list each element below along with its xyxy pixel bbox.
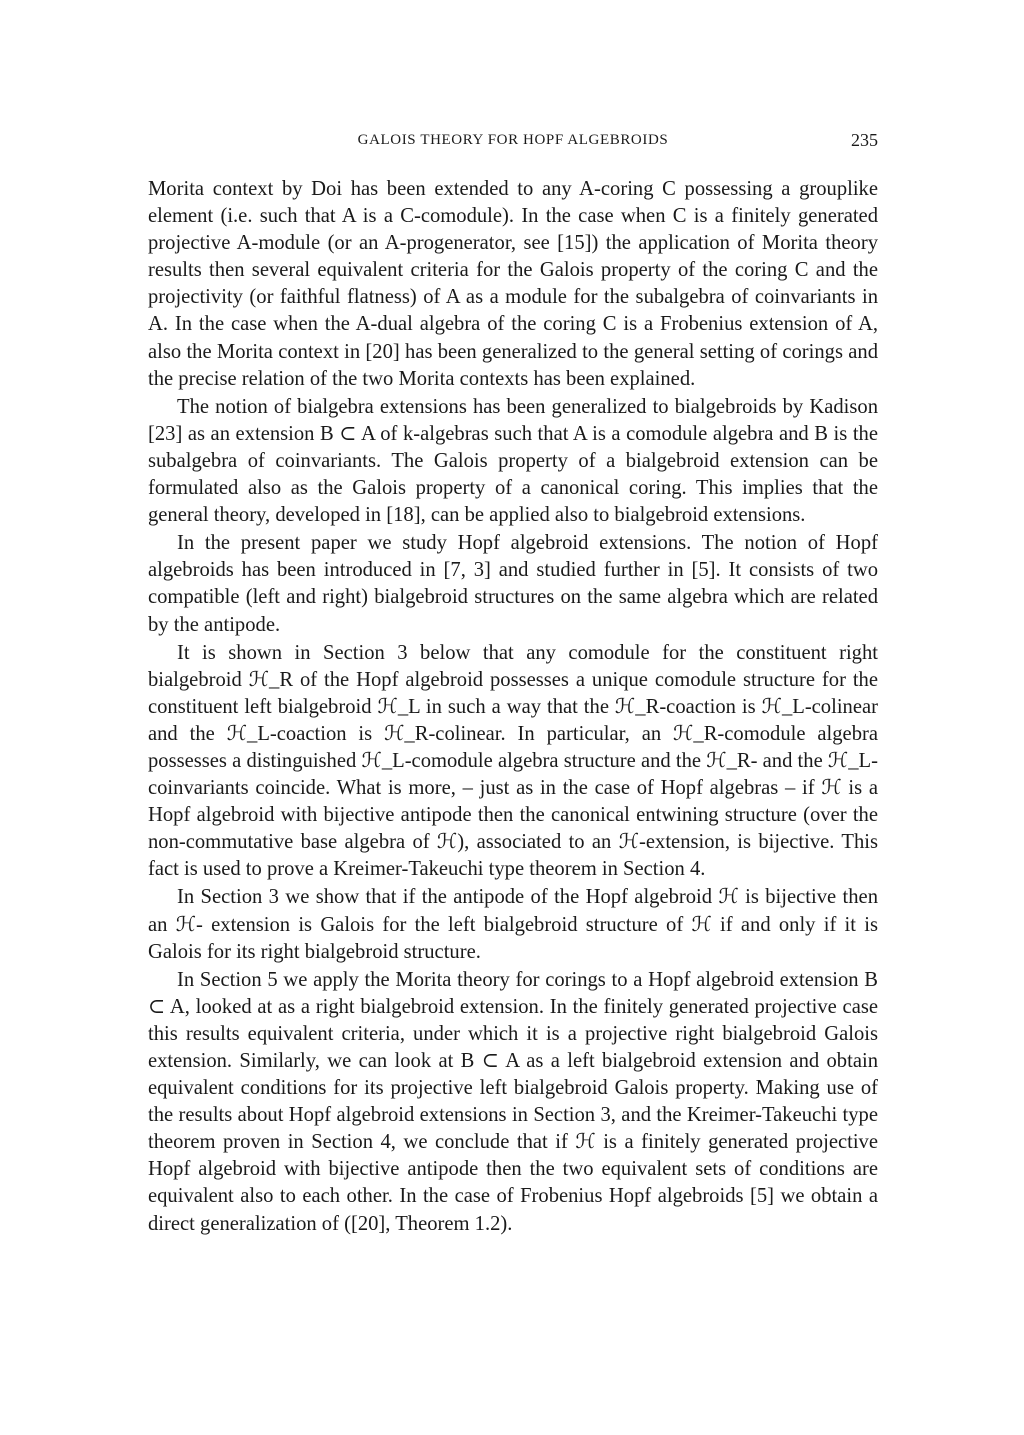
paragraph-morita-context: Morita context by Doi has been extended to any A-coring C possessing a grouplike element (i.e. such that A is a C-comodule). In the case when C is a finitely generated projective A-module (or an A-progenerator, see [15]) the application of Morita theory results then several equivalent criteria for the Galois property of the coring C and the projectivity (or faithful flatness) of A as a module for the subalgebra of coinvariants in A. In the case when the A-dual algebra of the coring C is a Frobenius extension of A, also the Morita context in [20] has been generalized to the general setting of corings and the precise relation of the two Morita contexts has been explained. — [148, 178, 878, 390]
paragraph-bialgebra-extensions: The notion of bialgebra extensions has been generalized to bialgebroids by Kadison [23] as an extension B ⊂ A of k-algebras such that A is a comodule algebra and B is the subalgebra of coinvariants. The Galois property of a bialgebroid extension can be formulated also as the Galois property of a canonical coring. This implies that the general theory, developed in [18], can be applied also to bialgebroid extensions. — [148, 395, 878, 527]
paragraph-section-3-antipode: In Section 3 we show that if the antipode of the Hopf algebroid ℋ is bijective then an ℋ- extension is Galois for the left bialgebroid structure of ℋ if and only if it is Galois for its right bialgebroid structure. — [148, 886, 878, 963]
paragraph-present-paper: In the present paper we study Hopf algebroid extensions. The notion of Hopf algebroids has been introduced in [7, 3] and studied further in [5]. It consists of two compatible (left and right) bialgebroid structures on the same algebra which are related by the antipode. — [148, 532, 878, 636]
paper-page — [148, 124, 878, 1238]
paragraph-section-3-comodules: It is shown in Section 3 below that any comodule for the constituent right bialgebroid ℋ_R of the Hopf algebroid possesses a unique comodule structure for the constituent left bialgebroid ℋ_L in such a way that the ℋ_R-coaction is ℋ_L-colinear and the ℋ_L-coaction is ℋ_R-colinear. In particular, an ℋ_R-comodule algebra possesses a distinguished ℋ_L-comodule algebra structure and the ℋ_R- and the ℋ_L-coinvariants coincide. What is more, – just as in the case of Hopf algebras – if ℋ is a Hopf algebroid with bijective antipode then the canonical entwining structure (over the non-commutative base algebra of ℋ), associated to an ℋ-extension, is bijective. This fact is used to prove a Kreimer-Takeuchi type theorem in Section 4. — [148, 641, 878, 881]
running-title: GALOIS THEORY FOR HOPF ALGEBROIDS — [357, 132, 669, 148]
page-number: 235 — [851, 130, 878, 150]
paragraph-section-5-morita: In Section 5 we apply the Morita theory for corings to a Hopf algebroid extension B ⊂ A, looked at as a right bialgebroid extension. In the finitely generated projective case this results equivalent criteria, under which it is a projective right bialgebroid Galois extension. Similarly, we can look at B ⊂ A as a left bialgebroid extension and obtain equivalent conditions for its projective left bialgebroid Galois property. Making use of the results about Hopf algebroid extensions in Section 3, and the Kreimer-Takeuchi type theorem proven in Section 4, we conclude that if ℋ is a finitely generated projective Hopf algebroid with bijective antipode then the two equivalent sets of conditions are equivalent also to each other. In the case of Frobenius Hopf algebroids [5] we obtain a direct generalization of ([20], Theorem 1.2). — [148, 968, 878, 1235]
running-head — [148, 124, 878, 154]
